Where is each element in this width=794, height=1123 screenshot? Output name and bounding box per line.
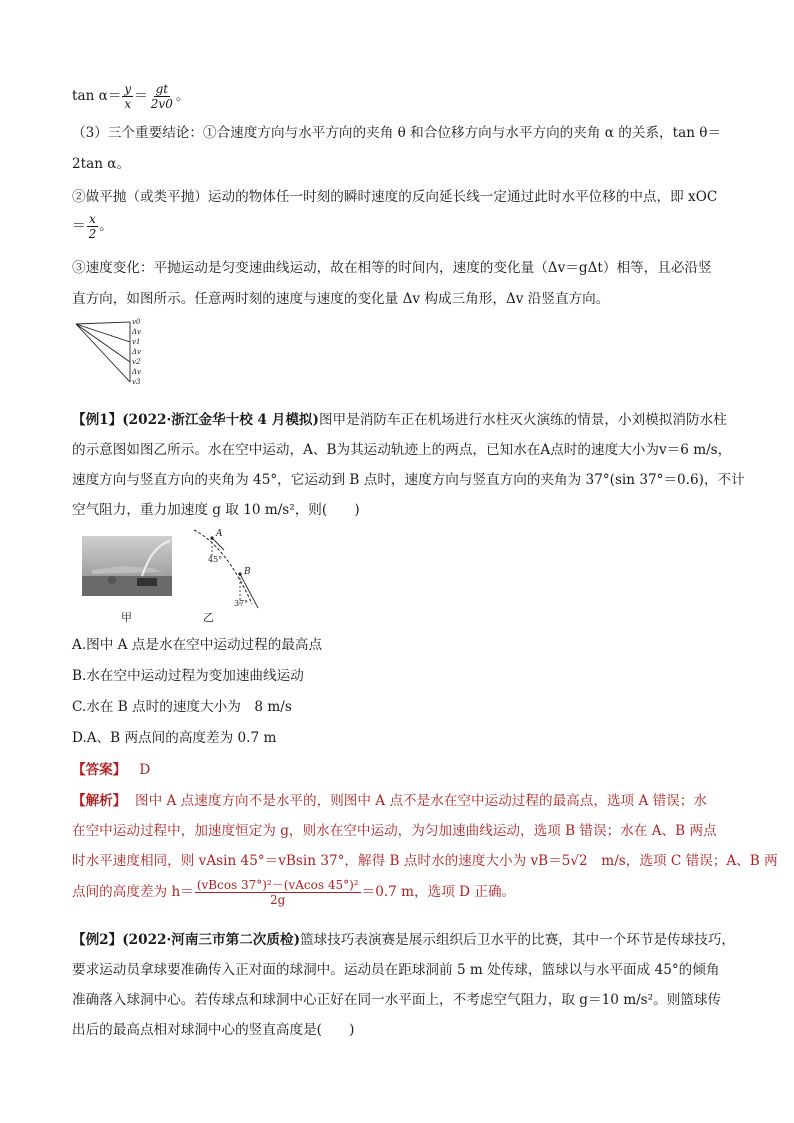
frac-num: gt: [155, 82, 169, 96]
fraction-y-over-x: [122, 82, 133, 111]
option-c: C.水在 B 点时的速度大小为 8 m/s: [72, 699, 292, 715]
example2-line2: 要求运动员拿球要准确传入正对面的球洞中。运动员在距球洞前 5 m 处传球，篮球以与水平面成 45°的倾角: [72, 962, 720, 978]
label-dv3: Δv: [132, 368, 142, 376]
period: 。: [175, 88, 190, 104]
analysis-prefix: 点间的高度差为 h＝: [72, 884, 194, 900]
analysis-text: 图中 A 点速度方向不是水平的，则图中 A 点不是水在空中运动过程的最高点，选项 A 错误；水: [135, 793, 707, 809]
option-b: B.水在空中运动过程为变加速曲线运动: [72, 668, 304, 684]
conclusion-1-line2: 2tan α。: [72, 156, 131, 172]
conclusion-3-line2: 直方向，如图所示。任意两时刻的速度与速度的变化量 Δv 构成三角形，Δv 沿竖直方向。: [72, 291, 610, 307]
example1-line3: 速度方向与竖直方向的夹角为 45°，它运动到 B 点时，速度方向与竖直方向的夹角为 37°(sin 37°＝0.6)，不计: [72, 472, 745, 488]
frac-den: x: [124, 97, 132, 111]
conclusion-2-line2: [72, 212, 113, 241]
frac-num: x: [89, 212, 96, 226]
analysis-line4: [72, 878, 515, 907]
formula-prefix: tan α＝: [72, 88, 122, 104]
option-d: D.A、B 两点间的高度差为 0.7 m: [72, 730, 277, 746]
caption-jia: 甲: [121, 611, 132, 624]
example-tag: 【例2】: [72, 932, 123, 948]
conclusion-2-line1: ②做平抛（或类平抛）运动的物体任一时刻的瞬时速度的反向延长线一定通过此时水平位移的中点，即 xOC: [72, 189, 718, 205]
equals: ＝: [134, 88, 148, 104]
example2-line4: 出后的最高点相对球洞中心的竖直高度是( ): [72, 1022, 355, 1038]
example-text: 篮球技巧表演赛是展示组织后卫水平的比赛，其中一个环节是传球技巧，: [300, 932, 736, 948]
analysis-line2: 在空中运动过程中，加速度恒定为 g，则水在空中运动，为匀加速曲线运动，选项 B 错误；水在 A、B 两点: [72, 823, 717, 839]
frac-num: y: [124, 82, 132, 96]
fraction-gt-over-2v0: [149, 82, 175, 111]
answer-label: 【答案】: [72, 762, 127, 778]
trajectory-diagram: [186, 526, 266, 614]
frac-den: 2v0: [150, 97, 173, 111]
label-a: A: [216, 529, 223, 539]
analysis-line3: 时水平速度相同，则 vAsin 45°＝vBsin 37°，解得 B 点时水的速度大小为 vB＝5√2 m/s，选项 C 错误；A、B 两: [72, 853, 778, 869]
label-dv1: Δv: [132, 328, 142, 336]
frac-den: 2g: [270, 893, 286, 907]
frac-den: 2: [88, 227, 97, 241]
example-text: 图甲是消防车正在机场进行水柱灭火演练的情景，小刘模拟消防水柱: [318, 412, 727, 428]
analysis-line1: [72, 792, 707, 810]
caption-yi: 乙: [203, 611, 214, 624]
frac-num: (vBcos 37°)²－(vAcos 45°)²: [196, 878, 359, 892]
formula-tan-alpha: [72, 82, 189, 111]
period: 。: [99, 218, 113, 234]
conclusion-1-line1: （3）三个重要结论：①合速度方向与水平方向的夹角 θ 和合位移方向与水平方向的夹角 α 的关系，tan θ＝: [72, 125, 722, 141]
label-dv2: Δv: [132, 348, 142, 356]
label-v1: v1: [132, 338, 141, 346]
conclusion-3-line1: ③速度变化：平抛运动是匀变速曲线运动，故在相等的时间内，速度的变化量（Δv＝gΔt）相等，且必沿竖: [72, 260, 712, 276]
label-v3: v3: [132, 378, 141, 386]
height-fraction: [195, 878, 361, 907]
label-v0: v0: [132, 318, 141, 326]
label-angle-37: 37°: [234, 599, 249, 608]
option-a: A.图中 A 点是水在空中运动过程的最高点: [72, 637, 323, 653]
fire-truck-photo: [82, 536, 172, 596]
example2-line3: 准确落入球洞中心。若传球点和球洞中心正好在同一水平面上，不考虑空气阻力，取 g＝10 m/s²。则篮球传: [72, 992, 722, 1008]
example-source: (2022·浙江金华十校 4 月模拟): [122, 412, 319, 428]
answer-value: D: [139, 762, 151, 778]
label-v2: v2: [132, 358, 141, 366]
analysis-suffix: ＝0.7 m，选项 D 正确。: [361, 884, 516, 900]
example2-line1: [72, 931, 735, 949]
label-b: B: [244, 567, 251, 577]
example-tag: 【例1】: [72, 412, 123, 428]
example1-line2: 的示意图如图乙所示。水在空中运动，A、B为其运动轨迹上的两点，已知水在A点时的速度大小为v＝6 m/s，: [72, 442, 732, 458]
v0-arrow: [76, 322, 130, 324]
example1-line1: [72, 411, 727, 429]
example1-line4: 空气阻力，重力加速度 g 取 10 m/s²，则( ): [72, 502, 360, 518]
fraction-x-over-2: [87, 212, 99, 241]
answer-line: [72, 761, 150, 779]
label-angle-45: 45°: [208, 555, 223, 564]
analysis-label: 【解析】: [72, 793, 127, 809]
example-source: (2022·河南三市第二次质检): [122, 932, 301, 948]
v2-arrow: [76, 324, 130, 362]
equals: ＝: [72, 218, 86, 234]
velocity-change-diagram: [74, 318, 154, 386]
